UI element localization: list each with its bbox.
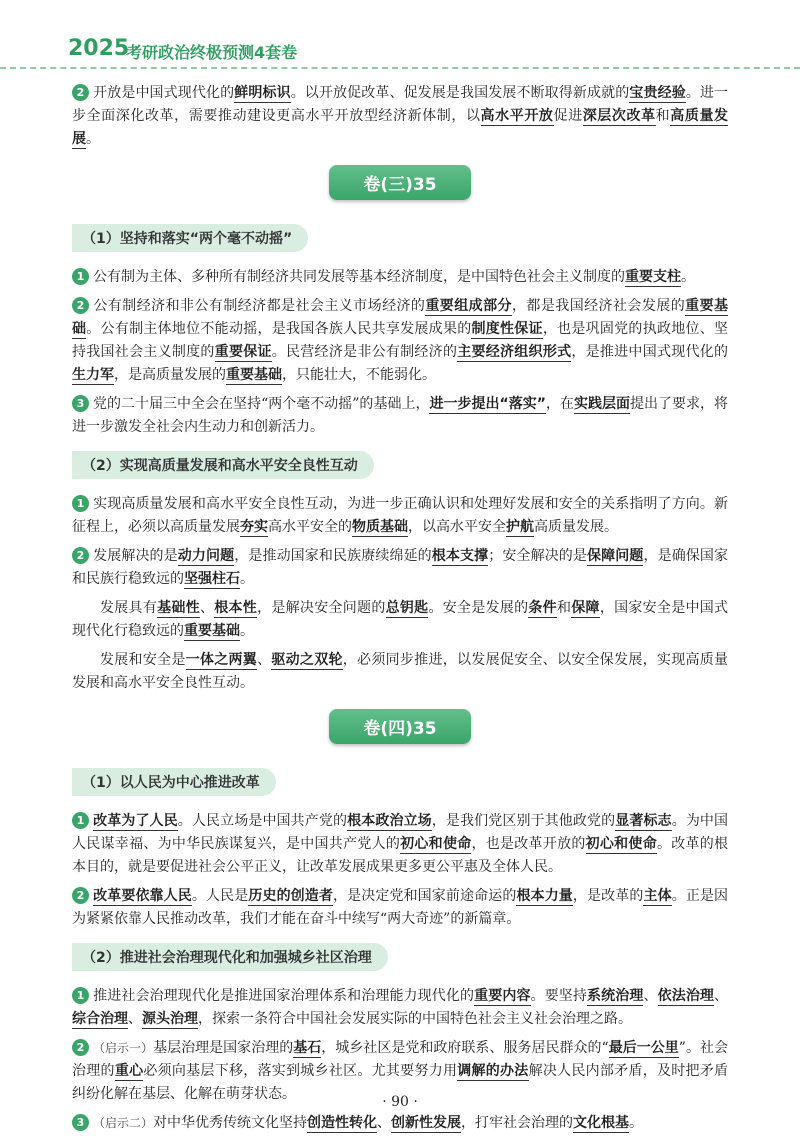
- header-year: 2025: [68, 36, 130, 61]
- key-term: 高水平开放: [480, 108, 554, 124]
- key-term: 条件: [528, 600, 557, 616]
- key-term: 高质量发展: [72, 108, 729, 147]
- key-term: 护航: [506, 519, 534, 535]
- item-number-badge: 2: [72, 887, 89, 904]
- key-term: 根本性: [214, 600, 258, 616]
- key-term: 坚强柱石: [184, 571, 240, 587]
- item-number-badge: 1: [72, 495, 89, 512]
- item-number-badge: 1: [72, 268, 89, 285]
- paragraph: 2 （启示一）基层治理是国家治理的基石，城乡社区是党和政府联系、服务居民群众的“最后一公里”。社会治理的重心必须向基层下移，落实到城乡社区。尤其要努力用调解的办法解决人民内部矛盾，及时把矛盾纠纷化解在基层、化解在萌芽状态。: [72, 1040, 729, 1102]
- key-term: 基石: [293, 1040, 322, 1056]
- key-term: 显著标志: [615, 813, 672, 829]
- key-term: 改革要依靠人民: [93, 888, 192, 904]
- paragraph: 发展具有基础性、根本性，是解决安全问题的总钥匙。安全是发展的条件和保障，国家安全是中国式现代化行稳致远的重要基础。: [72, 600, 729, 639]
- key-term: 综合治理: [72, 1011, 128, 1027]
- key-term: 动力问题: [177, 548, 235, 564]
- key-term: 重要保证: [214, 344, 272, 360]
- key-term: 一体之两翼: [185, 652, 258, 668]
- paragraph: 2 改革要依靠人民。人民是历史的创造者，是决定党和国家前途命运的根本力量，是改革的主体。正是因为紧紧依靠人民推动改革，我们才能在奋斗中续写“两大奇迹”的新篇章。: [72, 888, 729, 927]
- key-term: 重要基础: [184, 623, 240, 639]
- key-term: 驱动之双轮: [271, 652, 343, 668]
- key-term: 制度性保证: [471, 321, 543, 337]
- paragraph: 1 实现高质量发展和高水平安全良性互动，为进一步正确认识和处理好发展和安全的关系指明了方向。新征程上，必须以高质量发展夯实高水平安全的物质基础，以高水平安全护航高质量发展。: [72, 496, 728, 535]
- paragraph: 发展和安全是一体之两翼、驱动之双轮，必须同步推进，以发展促安全、以安全保发展，实现高质量发展和高水平安全良性互动。: [72, 652, 729, 691]
- item-number-badge: 2: [72, 1039, 89, 1056]
- section-heading: （1）以人民为中心推进改革: [72, 768, 276, 796]
- key-term: 保障: [571, 600, 600, 616]
- page-header: [0, 0, 800, 70]
- key-term: 系统治理: [587, 988, 644, 1004]
- paragraph: 2 发展解决的是动力问题，是推动国家和民族赓续绵延的根本支撑；安全解决的是保障问题，是确保国家和民族行稳致远的坚强柱石。: [72, 548, 729, 587]
- key-term: 依法治理: [657, 988, 715, 1004]
- key-term: 重要基础: [226, 367, 282, 383]
- item-number-badge: 2: [72, 547, 89, 564]
- volume-banner-wrap: [72, 165, 728, 200]
- paragraph: 2 开放是中国式现代化的鲜明标识。以开放促改革、促发展是我国发展不断取得新成就的宝贵经验。进一步全面深化改革，需要推动建设更高水平开放型经济新体制，以高水平开放促进深层次改革和高质量发展。: [72, 85, 729, 147]
- hint-label: （启示一）: [93, 1041, 154, 1055]
- key-term: 根本支撑: [431, 548, 489, 564]
- key-term: 调解的办法: [457, 1063, 529, 1079]
- volume-banner-wrap: [72, 709, 728, 744]
- item-number-badge: 3: [72, 1114, 89, 1131]
- key-term: 改革为了人民: [93, 813, 178, 829]
- key-term: 夯实: [240, 519, 268, 535]
- section-heading: （2）实现高质量发展和高水平安全良性互动: [72, 451, 374, 479]
- volume-banner: 卷(三)35: [329, 165, 470, 200]
- key-term: 初心和使命: [400, 836, 472, 852]
- item-number-badge: 3: [72, 395, 89, 412]
- key-term: 根本力量: [516, 888, 573, 904]
- key-term: 创新性发展: [391, 1115, 462, 1131]
- key-term: 重要支柱: [625, 269, 681, 285]
- paragraph: 3 （启示二）对中华优秀传统文化坚持创造性转化、创新性发展，打牢社会治理的文化根基。: [72, 1112, 728, 1135]
- paragraph: 1 公有制为主体、多种所有制经济共同发展等基本经济制度，是中国特色社会主义制度的重要支柱。: [72, 266, 728, 289]
- item-number-badge: 1: [72, 812, 89, 829]
- key-term: 重心: [114, 1063, 144, 1079]
- key-term: 深层次改革: [582, 108, 656, 124]
- volume-banner: 卷(四)35: [329, 709, 470, 744]
- key-term: 重要内容: [474, 988, 531, 1004]
- header-divider: [0, 67, 800, 69]
- hint-label: （启示二）: [93, 1116, 154, 1130]
- paragraph: 2 公有制经济和非公有制经济都是社会主义市场经济的重要组成部分，都是我国经济社会发展的重要基础。公有制主体地位不能动摇，是我国各族人民共享发展成果的制度性保证，也是巩固党的执政地位、坚持我国社会主义制度的重要保证。民营经济是非公有制经济的主要经济组织形式，是推进中国式现代化的生力军，是高质量发展的重要基础，只能壮大，不能弱化。: [72, 298, 729, 383]
- key-term: 文化根基: [573, 1115, 630, 1131]
- key-term: 源头治理: [142, 1011, 198, 1027]
- item-number-badge: 2: [72, 297, 89, 314]
- key-term: 物质基础: [352, 519, 408, 535]
- key-term: 鲜明标识: [234, 85, 291, 101]
- paragraph: 1 改革为了人民。人民立场是中国共产党的根本政治立场，是我们党区别于其他政党的显著标志。为中国人民谋幸福、为中华民族谋复兴，是中国共产党人的初心和使命，也是改革开放的初心和使命。改革的根本目的，就是要促进社会公平正义，让改革发展成果更多更公平惠及全体人民。: [72, 813, 729, 875]
- key-term: 实践层面: [573, 396, 630, 412]
- key-term: 生力军: [72, 367, 114, 383]
- key-term: 总钥匙: [385, 600, 429, 616]
- key-term: 主体: [643, 888, 672, 904]
- key-term: 根本政治立场: [347, 813, 432, 829]
- key-term: 宝贵经验: [629, 85, 686, 101]
- key-term: 重要组成部分: [425, 298, 512, 314]
- section-heading: （2）推进社会治理现代化和加强城乡社区治理: [72, 943, 388, 971]
- page-number: · 90 ·: [382, 1094, 418, 1110]
- header-title: 考研政治终极预测4套卷: [126, 43, 298, 62]
- key-term: 基础性: [157, 600, 200, 616]
- key-term: 重要基础: [72, 298, 729, 337]
- key-term: 保障问题: [587, 548, 644, 564]
- key-term: 最后一公里: [608, 1040, 679, 1056]
- key-term: 历史的创造者: [248, 888, 334, 904]
- key-term: 初心和使命: [585, 836, 657, 852]
- section-heading: （1）坚持和落实“两个毫不动摇”: [72, 224, 308, 252]
- document-body: [72, 82, 728, 1141]
- key-term: 主要经济组织形式: [457, 344, 572, 360]
- paragraph: 1 推进社会治理现代化是推进国家治理体系和治理能力现代化的重要内容。要坚持系统治理、依法治理、综合治理、源头治理，探索一条符合中国社会发展实际的中国特色社会主义社会治理之路。: [72, 988, 729, 1027]
- paragraph: 3 党的二十届三中全会在坚持“两个毫不动摇”的基础上，进一步提出“落实”，在实践层面提出了要求，将进一步激发全社会内生动力和创新活力。: [72, 396, 729, 435]
- key-term: 进一步提出“落实”: [429, 396, 546, 412]
- item-number-badge: 1: [72, 987, 89, 1004]
- key-term: 创造性转化: [307, 1115, 378, 1131]
- item-number-badge: 2: [72, 84, 89, 101]
